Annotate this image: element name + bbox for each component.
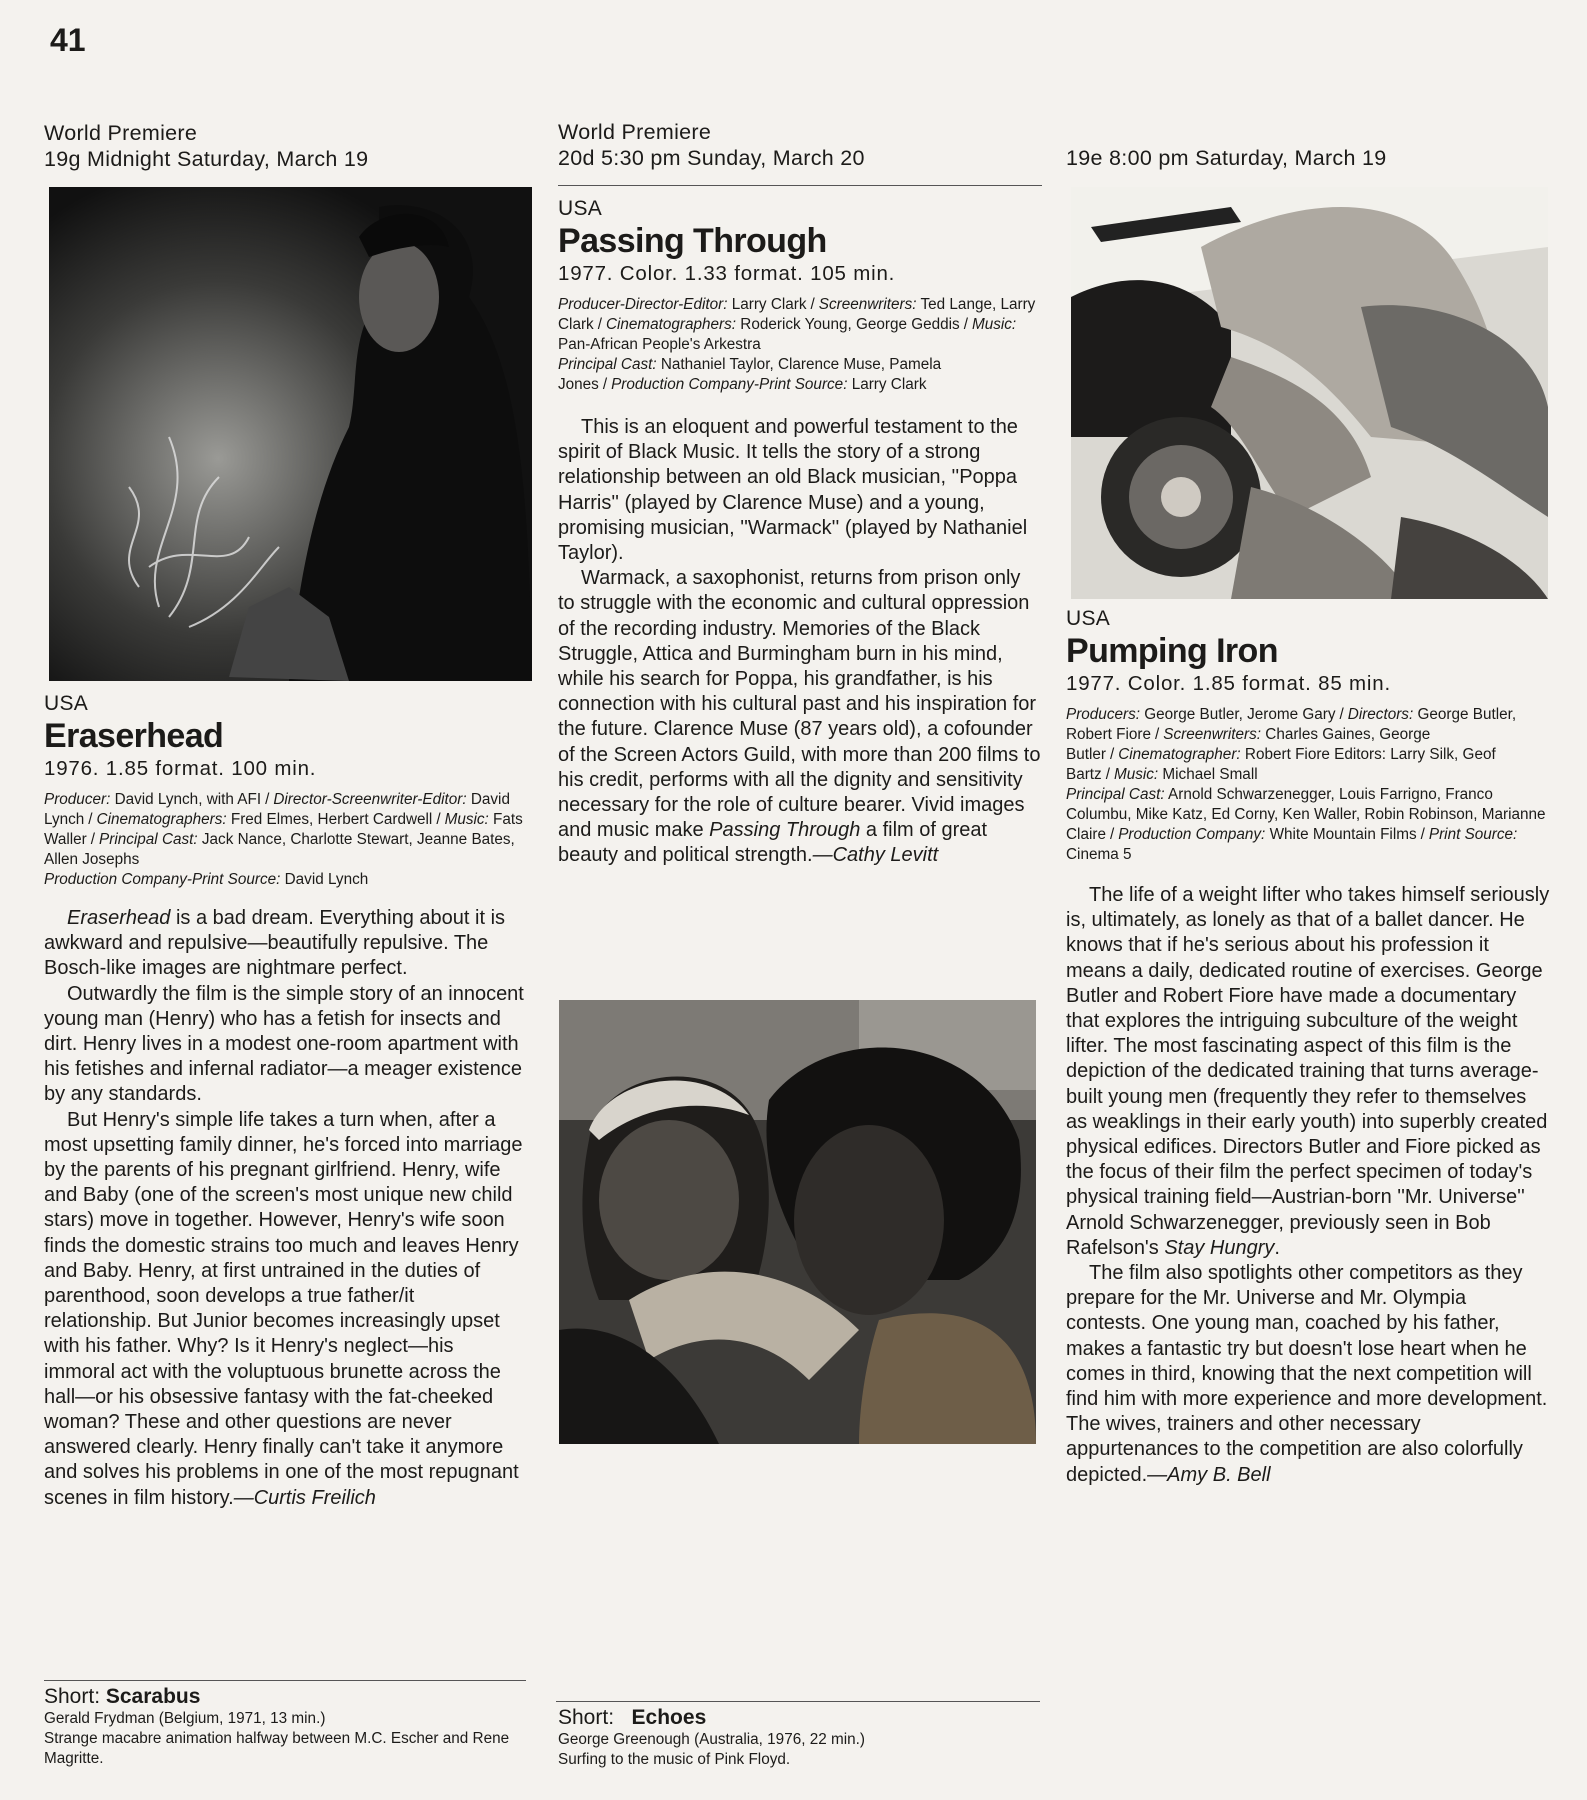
review-paragraph: Outwardly the film is the simple story of an innocent young man (Henry) who has a fetish for insects and dirt. Henry lives in a modest one-room apartment with his fetishes and infernal radiator—a meager existence by any standards. xyxy=(44,982,524,1106)
credit-role: Principal Cast: xyxy=(1066,786,1165,803)
review-paragraph xyxy=(1066,1261,1550,1488)
credit-value: George Butler, Robert Fiore xyxy=(1066,706,1517,743)
column-eraserhead xyxy=(44,120,526,172)
film-specs: 1977. Color. 1.33 format. 105 min. xyxy=(558,262,896,285)
credit-value: David Lynch xyxy=(44,791,510,828)
credit-role: Cinematographer: xyxy=(1118,746,1241,763)
credit-role: Production Company-Print Source: xyxy=(611,376,848,393)
review-film-title: Eraserhead xyxy=(67,907,171,929)
credit-value: Arnold Schwarzenegger, Louis Farrigno, Franco Columbu, Mike Katz, Ed Corny, Ken Waller, Robin Robinson, Marianne Claire xyxy=(1066,786,1546,843)
short-credit: Gerald Frydman (Belgium, 1971, 13 min.) xyxy=(44,1710,326,1727)
short-scarabus xyxy=(44,1685,526,1769)
film-credits: Producer: David Lynch, with AFI / Director-Screenwriter-Editor: David Lynch / Cinematographers: Fred Elmes, Herbert Cardwell / Music: Fats Waller / Principal Cast: Jack Nance, Charlotte Stewart, Jeanne Bates, Allen Josephs Production Company-Print Source: David Lynch xyxy=(44,791,523,888)
short-heading xyxy=(558,1706,1042,1730)
short-divider xyxy=(44,1680,526,1681)
film-credits: Producers: George Butler, Jerome Gary / Directors: George Butler, Robert Fiore / Screenwriters: Charles Gaines, George Butler / Cinematographer: Robert Fiore Editors: Larry Silk, Geof Bartz / Music: Michael Small Principal Cast: Arnold Schwarzenegger, Louis Farrigno, Franco Columbu, Mike Katz, Ed Corny, Ken Waller, Robin Robinson, Marianne Claire / Production Company: White Mountain Films / Print Source: Cinema 5 xyxy=(1066,706,1546,863)
review-byline: —Cathy Levitt xyxy=(812,844,939,867)
credit-value: Nathaniel Taylor, Clarence Muse, Pamela Jones xyxy=(558,356,942,393)
credit-value: Ted Lange, Larry Clark xyxy=(558,296,1036,333)
passing-through-entry xyxy=(558,197,1042,869)
short-heading xyxy=(44,1685,526,1709)
film-credits: Producer-Director-Editor: Larry Clark / Screenwriters: Ted Lange, Larry Clark / Cinematographers: Roderick Young, George Geddis / Music: Pan-African People's Arkestra Principal Cast: Nathaniel Taylor, Clarence Muse, Pamela Jones / Production Company-Print Source: Larry Clark xyxy=(558,296,1036,393)
review-byline: —Curtis Freilich xyxy=(233,1486,376,1509)
credit-value: White Mountain Films xyxy=(1269,826,1417,843)
short-echoes xyxy=(558,1706,1042,1770)
short-credit: George Greenough (Australia, 1976, 22 min.) xyxy=(558,1731,865,1748)
screening-schedule: 19g Midnight Saturday, March 19 xyxy=(44,147,369,171)
credit-value: David Lynch, with AFI xyxy=(114,791,262,808)
credit-value: Michael Small xyxy=(1162,766,1258,783)
review-text: The life of a weight lifter who takes himself seriously is, ultimately, as lonely as that of a ballet dancer. He knows that if he's serious about his profession it means a daily, dedicated routine of exercises. George Butler and Robert Fiore have made a documentary that explores the intriguing subculture of the weight lifter. The most fascinating aspect of this film is the depiction of the dedicated training that turns average-built young men (frequently they refer to themselves as weaklings in their early youth) into superbly created physical edifices. Directors Butler and Fiore picked as the focus of their film the perfect specimen of today's physical training field—Austrian-born ''Mr. Universe'' Arnold Schwarzenegger, previously seen in Bob Rafelson's xyxy=(1066,884,1550,1259)
credit-role: Producer: xyxy=(44,791,111,808)
film-specs: 1976. 1.85 format. 100 min. xyxy=(44,757,317,780)
short-divider xyxy=(556,1701,1040,1702)
film-country: USA xyxy=(44,692,89,715)
credit-role: Director-Screenwriter-Editor: xyxy=(273,791,467,808)
header-divider xyxy=(558,185,1042,186)
short-description: Strange macabre animation halfway between M.C. Escher and Rene Magritte. xyxy=(44,1730,510,1767)
credit-value: Robert Fiore Editors: Larry Silk, Geof Bartz xyxy=(1066,746,1496,783)
credit-value: Fred Elmes, Herbert Cardwell xyxy=(230,811,433,828)
credit-role: Cinematographers: xyxy=(605,316,737,333)
review-text: is a bad dream. Everything about it is awkward and repulsive—beautifully repulsive. The Bosch-like images are nightmare perfect. xyxy=(44,907,506,980)
eraserhead-still-photo xyxy=(49,187,532,681)
review-paragraph xyxy=(44,906,526,982)
credit-value: Jack Nance, Charlotte Stewart, Jeanne Bates, Allen Josephs xyxy=(44,831,515,868)
review-paragraph: This is an eloquent and powerful testament to the spirit of Black Music. It tells the story of a strong relationship between an old Black musician, ''Poppa Harris'' (played by Clarence Muse) and a young, promising musician, ''Warmack'' (played by Nathaniel Taylor). xyxy=(558,416,1028,565)
short-description: Surfing to the music of Pink Floyd. xyxy=(558,1751,791,1768)
review-byline: —Amy B. Bell xyxy=(1147,1463,1271,1486)
film-title: Passing Through xyxy=(558,222,827,260)
film-title: Pumping Iron xyxy=(1066,632,1278,670)
review-text: Warmack, a saxophonist, returns from prison only to struggle with the economic and cultural oppression of the recording industry. Memories of the Black Struggle, Attica and Burmingham burn in his mind, while his search for Poppa, his grandfather, is his connection with his cultural past and his inspiration for the future. Clarence Muse (87 years old), a cofounder of the Screen Actors Guild, with more than 200 films to his credit, performs with all the dignity and sensitivity necessary for the role of culture bearer. Vivid images and music make xyxy=(558,567,1041,842)
review-text: But Henry's simple life takes a turn when, after a most upsetting family dinner, he's forced into marriage by the parents of his pregnant girlfriend. Henry, wife and Baby (one of the screen's most unique new child stars) move in together. However, Henry's wife soon finds the domestic strains too much and leaves Henry and Baby. Henry, at first untrained in the duties of parenthood, soon develops a true father/it relationship. But Junior becomes increasingly upset with his father. Why? Is it Henry's neglect—his immoral act with the voluptuous brunette across the hall—or his obsessive fantasy with the fat-cheeked woman? These and other questions are never answered clearly. Henry finally can't take it anymore and solves his problems in one of the most repugnant scenes in film history. xyxy=(44,1108,523,1509)
credit-role: Music: xyxy=(971,316,1017,333)
credit-role: Producers: xyxy=(1066,706,1140,723)
review-film-title: Passing Through xyxy=(709,819,861,842)
film-title: Eraserhead xyxy=(44,717,224,755)
credit-value: Larry Clark xyxy=(731,296,807,313)
premiere-label: World Premiere xyxy=(558,120,712,144)
premiere-label: World Premiere xyxy=(44,121,198,145)
credit-role: Production Company: xyxy=(1118,826,1266,843)
review-paragraph xyxy=(44,1108,526,1511)
review-text: The film also spotlights other competitors as they prepare for the Mr. Universe and Mr. Olympia contests. One young man, coached by his father, makes a fantastic try but doesn't lose heart when he comes in third, knowing that the next competition will find him with more experience and more development. The wives, trainers and other necessary appurtenances to the competition are also colorfully depicted. xyxy=(1066,1262,1548,1486)
screening-schedule: 20d 5:30 pm Sunday, March 20 xyxy=(558,146,865,170)
review-text: a film of great beauty and political strength. xyxy=(558,819,988,867)
pumping-iron-entry xyxy=(1066,607,1550,1488)
short-label: Short: xyxy=(44,1685,106,1708)
credit-value: Cinema 5 xyxy=(1066,846,1132,863)
short-title: Echoes xyxy=(631,1706,707,1729)
credit-value: Pan-African People's Arkestra xyxy=(558,336,761,353)
page-number: 41 xyxy=(50,22,86,58)
film-review xyxy=(1066,883,1550,1488)
film-review xyxy=(558,415,1042,869)
film-review xyxy=(44,906,526,1511)
credit-value: Fats Waller xyxy=(44,811,523,848)
credit-role: Cinematographers: xyxy=(96,811,227,828)
credit-value: George Butler, Jerome Gary xyxy=(1144,706,1336,723)
column-pumping-iron xyxy=(1066,145,1550,171)
credit-role: Principal Cast: xyxy=(558,356,657,373)
short-title: Scarabus xyxy=(105,1685,201,1708)
credit-role: Music: xyxy=(444,811,489,828)
film-country: USA xyxy=(558,197,603,220)
credit-role: Production Company-Print Source: xyxy=(44,871,281,888)
credit-value: Larry Clark xyxy=(851,376,927,393)
review-paragraph xyxy=(1066,883,1550,1261)
credit-role: Screenwriters: xyxy=(1163,726,1262,743)
credit-value: David Lynch xyxy=(284,871,369,888)
eraserhead-entry xyxy=(44,692,526,1511)
review-film-title: Stay Hungry xyxy=(1164,1236,1275,1259)
credit-role: Directors: xyxy=(1347,706,1414,723)
passing-through-still-photo xyxy=(559,1000,1036,1444)
film-country: USA xyxy=(1066,607,1111,630)
credit-role: Producer-Director-Editor: xyxy=(558,296,728,313)
review-text: . xyxy=(1274,1236,1280,1259)
screening-schedule: 19e 8:00 pm Saturday, March 19 xyxy=(1066,146,1387,170)
pumping-iron-still-photo xyxy=(1071,187,1548,599)
credit-role: Print Source: xyxy=(1428,826,1518,843)
credit-value: Roderick Young, George Geddis xyxy=(740,316,960,333)
review-paragraph xyxy=(558,566,1042,868)
credit-role: Principal Cast: xyxy=(99,831,198,848)
column-passing-through xyxy=(558,119,1042,171)
short-label: Short: xyxy=(558,1706,620,1729)
film-specs: 1977. Color. 1.85 format. 85 min. xyxy=(1066,672,1391,695)
credit-role: Music: xyxy=(1113,766,1159,783)
credit-role: Screenwriters: xyxy=(818,296,917,313)
credit-value: Charles Gaines, George Butler xyxy=(1066,726,1431,763)
